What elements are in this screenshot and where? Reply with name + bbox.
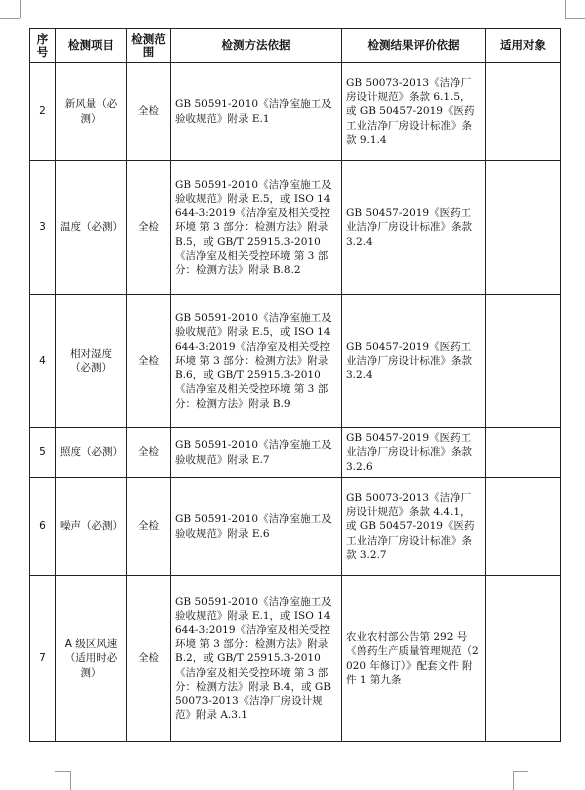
cell-scope: 全检 <box>127 161 171 295</box>
table-row <box>30 576 561 742</box>
cell-seq: 4 <box>30 295 56 428</box>
cell-criteria: GB 50073-2013《洁净厂房设计规范》条款 6.1.5，或 GB 50457-2019《医药工业洁净厂房设计标准》条款 9.1.4 <box>342 63 486 161</box>
cell-target <box>486 63 561 161</box>
header-scope: 检测范围 <box>127 29 171 63</box>
table-row <box>30 428 561 478</box>
header-seq: 序号 <box>30 29 56 63</box>
cell-seq: 2 <box>30 63 56 161</box>
cell-criteria: GB 50457-2019《医药工业洁净厂房设计标准》条款 3.2.4 <box>342 295 486 428</box>
inspection-table <box>29 28 561 742</box>
table-row <box>30 478 561 576</box>
cell-target <box>486 576 561 742</box>
table-row <box>30 295 561 428</box>
cell-method: GB 50591-2010《洁净室施工及验收规范》附录 E.7 <box>171 428 342 478</box>
cell-target <box>486 295 561 428</box>
cell-criteria: GB 50457-2019《医药工业洁净厂房设计标准》条款 3.2.6 <box>342 428 486 478</box>
cell-method: GB 50591-2010《洁净室施工及验收规范》附录 E.1 <box>171 63 342 161</box>
table-header-row <box>30 29 561 63</box>
cell-seq: 5 <box>30 428 56 478</box>
crop-mark-top-right <box>565 0 566 18</box>
header-method: 检测方法依据 <box>171 29 342 63</box>
cell-scope: 全检 <box>127 63 171 161</box>
header-target: 适用对象 <box>486 29 561 63</box>
cell-seq: 3 <box>30 161 56 295</box>
cell-scope: 全检 <box>127 576 171 742</box>
cell-target <box>486 428 561 478</box>
crop-mark-bottom-left <box>55 771 70 772</box>
cell-item: 新风量（必测） <box>56 63 127 161</box>
cell-item: 照度（必测） <box>56 428 127 478</box>
header-item: 检测项目 <box>56 29 127 63</box>
cell-method: GB 50591-2010《洁净室施工及验收规范》附录 E.5，或 ISO 14644-3:2019《洁净室及相关受控环境 第 3 部分：检测方法》附录 B.6，或 GB/T 25915.3-2010《洁净室及相关受控环境 第 3 部分：检测方法》附录 B.9 <box>171 295 342 428</box>
cell-item: 温度（必测） <box>56 161 127 295</box>
cell-seq: 6 <box>30 478 56 576</box>
cell-criteria: 农业农村部公告第 292 号《兽药生产质量管理规范（2020 年修订）》配套文件 附件 1 第九条 <box>342 576 486 742</box>
cell-scope: 全检 <box>127 428 171 478</box>
cell-method: GB 50591-2010《洁净室施工及验收规范》附录 E.1，或 ISO 14644-3:2019《洁净室及相关受控环境 第 3 部分：检测方法》附录 B.2，或 GB/T 25915.3-2010《洁净室及相关受控环境 第 3 部分：检测方法》附录 B.4，或 GB 50073-2013《洁净厂房设计规范》附录 A.3.1 <box>171 576 342 742</box>
cell-seq: 7 <box>30 576 56 742</box>
cell-item: A 级区风速（适用时必测） <box>56 576 127 742</box>
table-row <box>30 161 561 295</box>
cell-item: 噪声（必测） <box>56 478 127 576</box>
cell-criteria: GB 50457-2019《医药工业洁净厂房设计标准》条款 3.2.4 <box>342 161 486 295</box>
crop-mark-top-left <box>20 0 21 18</box>
cell-criteria: GB 50073-2013《洁净厂房设计规范》条款 4.4.1，或 GB 50457-2019《医药工业洁净厂房设计标准》条款 3.2.7 <box>342 478 486 576</box>
crop-mark-top-right <box>565 18 585 19</box>
cell-scope: 全检 <box>127 295 171 428</box>
crop-mark-top-left <box>0 18 20 19</box>
cell-scope: 全检 <box>127 478 171 576</box>
cell-method: GB 50591-2010《洁净室施工及验收规范》附录 E.6 <box>171 478 342 576</box>
cell-method: GB 50591-2010《洁净室施工及验收规范》附录 E.5，或 ISO 14644-3:2019《洁净室及相关受控环境 第 3 部分：检测方法》附录 B.5，或 GB/T 25915.3-2010《洁净室及相关受控环境 第 3 部分：检测方法》附录 B.8.2 <box>171 161 342 295</box>
crop-mark-bottom-right <box>513 771 514 790</box>
cell-target <box>486 478 561 576</box>
table-row <box>30 63 561 161</box>
crop-mark-bottom-left <box>70 771 71 790</box>
header-criteria: 检测结果评价依据 <box>342 29 486 63</box>
crop-mark-bottom-right <box>513 771 528 772</box>
cell-item: 相对湿度（必测） <box>56 295 127 428</box>
cell-target <box>486 161 561 295</box>
